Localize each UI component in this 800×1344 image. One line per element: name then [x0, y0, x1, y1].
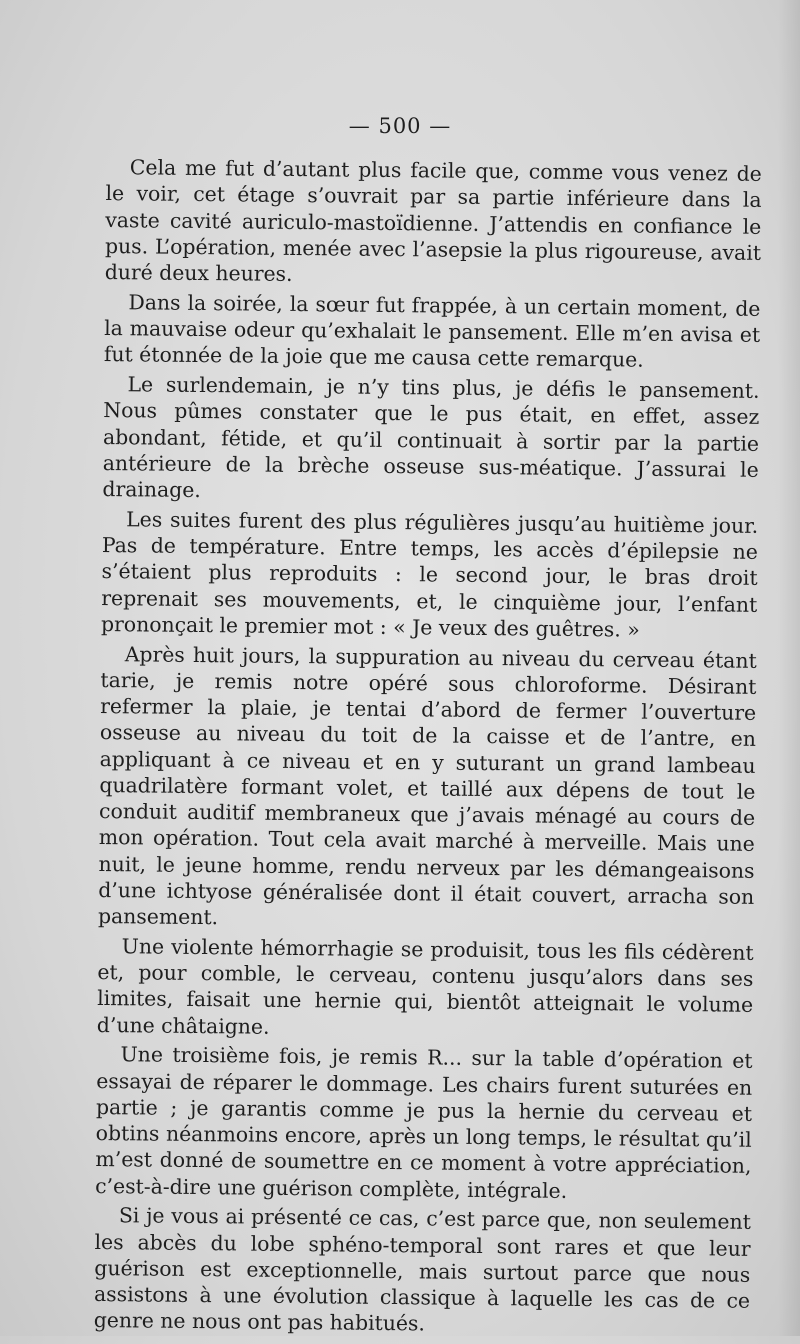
paragraph: Une troisième fois, je remis R... sur la table d’opération et essayai de réparer le dommage. Les chairs furent suturées en partie ; je garantis comme je pus la hernie du cerveau et obtins néanmoins encore, après un long temps, le résultat qu’il m’est donné de soumettre en ce moment à votre appréciation, c’est-à-dire une guérison complète, intégrale.: [95, 1042, 753, 1203]
paragraph: Dans la soirée, la sœur fut frappée, à un certain moment, de la mauvaise odeur qu’exhalait le pansement. Elle m’en avisa et fut étonnée de la joie que me causa cette remarque.: [103, 289, 761, 372]
page-number: — 500 —: [348, 114, 452, 138]
paragraph: Une violente hémorrhagie se produisit, tous les fils cédèrent et, pour comble, le cerveau, contenu jusqu’alors dans ses limites, faisait une hernie qui, bientôt atteignait le volume d’une châtaigne.: [96, 933, 754, 1039]
paragraph: Cela me fut d’autant plus facile que, comme vous venez de le voir, cet étage s’ouvrait par sa partie inférieure dans la vaste cavité auriculo-mastoïdienne. J’attendis en confiance le pus. L’opération, menée avec l’asepsie la plus rigoureuse, avait duré deux heures.: [104, 155, 762, 286]
paragraph: Le surlendemain, je n’y tins plus, je défis le pansement. Nous pûmes constater que le pus était, en effet, assez abondant, fétide, et qu’il continuait à sortir par la partie antérieure de la brèche osseuse sus-méatique. J’assurai le drainage.: [102, 372, 760, 503]
page-edge-shadow: [778, 0, 800, 1336]
paragraph: Les suites furent des plus régulières jusqu’au huitième jour. Pas de température. Entre temps, les accès d’épilepsie ne s’étaient plus reproduits : le second jour, le bras droit reprenait ses mouvements, et, le cinquième jour, l’enfant prononçait le premier mot : « Je veux des guêtres. »: [100, 506, 759, 642]
paragraph: Si je vous ai présenté ce cas, c’est parce que, non seulement les abcès du lobe sphéno-temporal sont rares et que leur guérison est exceptionnelle, mais surtout parce que nous assistons à une évolution classique à laquelle les cas de ce genre ne nous ont pas habitués.: [93, 1203, 751, 1336]
paragraph: Après huit jours, la suppuration au niveau du cerveau étant tarie, je remis notre opéré sous chloroforme. Désirant refermer la plaie, je tentai d’abord de fermer l’ouverture osseuse au niveau du toit de la caisse et de l’antre, en appliquant à ce niveau et en y suturant un grand lambeau quadrilatère formant volet, et taillé aux dépens de tout le conduit auditif membraneux que j’avais ménagé au cours de mon opération. Tout cela avait marché à merveille. Mais une nuit, le jeune homme, rendu nerveux par les démangeaisons d’une ichtyose généralisée dont il était couvert, arracha son pansement.: [97, 641, 757, 930]
body-text: [94, 154, 762, 1344]
